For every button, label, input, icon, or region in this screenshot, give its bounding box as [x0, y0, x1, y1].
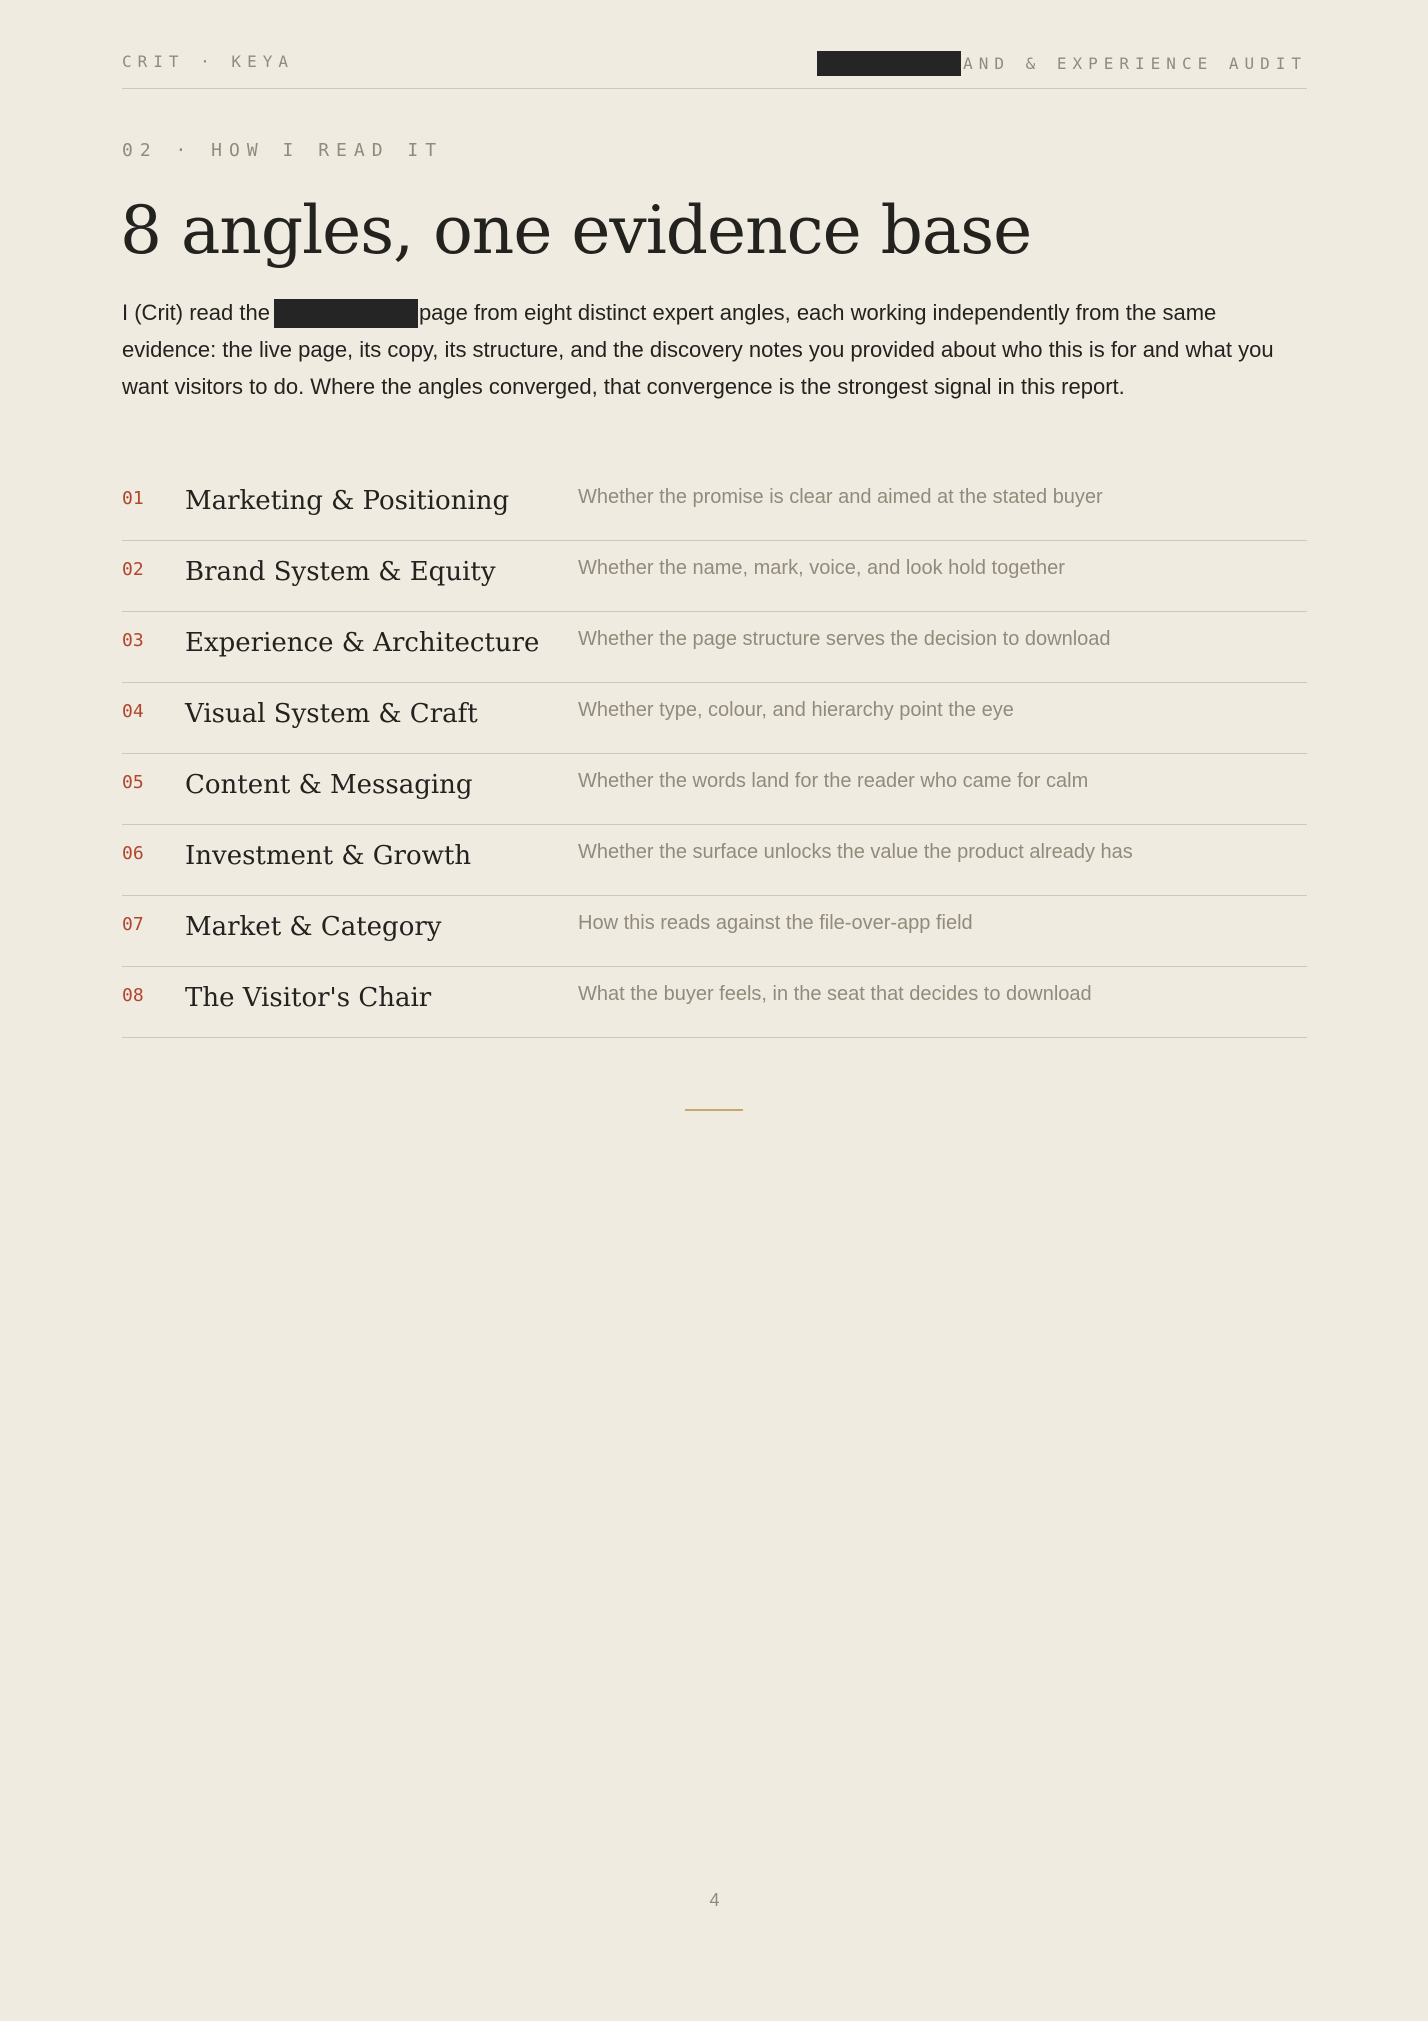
angle-name: Experience & Architecture	[185, 628, 540, 658]
angle-number: 04	[122, 701, 144, 722]
angle-description: Whether the promise is clear and aimed at the stated buyer	[578, 486, 1103, 508]
angle-description: Whether the words land for the reader who came for calm	[578, 770, 1089, 792]
page-number: 4	[709, 1890, 720, 1910]
section-divider	[685, 1109, 743, 1111]
angle-number: 07	[122, 914, 144, 935]
angle-description: Whether the page structure serves the decision to download	[578, 628, 1111, 650]
angle-number: 02	[122, 559, 144, 580]
angle-number: 08	[122, 985, 144, 1006]
section-kicker: 02 · HOW I READ IT	[122, 140, 444, 161]
page-title: 8 angles, one evidence base	[120, 192, 1032, 269]
angle-row	[122, 470, 1307, 541]
page-header	[122, 52, 1307, 89]
angle-number: 06	[122, 843, 144, 864]
intro-text-start: I (Crit) read the	[122, 300, 270, 325]
angle-row	[122, 541, 1307, 612]
angle-name: Brand System & Equity	[185, 557, 496, 587]
intro-text-end: page from eight distinct expert angles, each working independently from the same evidence: the live page, its copy, its structure, and the discovery notes you provided about who this is for and what you want visitors to do. Where the angles converged, that convergence is the strongest signal in this report.	[122, 300, 1274, 399]
angle-number: 05	[122, 772, 144, 793]
angles-list	[122, 470, 1307, 1038]
angle-name: Content & Messaging	[185, 770, 473, 800]
angle-number: 01	[122, 488, 144, 509]
angle-name: Investment & Growth	[185, 841, 472, 871]
angle-row	[122, 967, 1307, 1038]
audit-title	[817, 51, 1307, 76]
angle-description: Whether type, colour, and hierarchy point the eye	[578, 699, 1014, 721]
angle-row	[122, 612, 1307, 683]
angle-description: How this reads against the file-over-app field	[578, 912, 973, 934]
angle-row	[122, 896, 1307, 967]
angle-name: Market & Category	[185, 912, 442, 942]
redacted-text	[274, 299, 418, 328]
angle-description: Whether the name, mark, voice, and look hold together	[578, 557, 1065, 579]
angle-description: Whether the surface unlocks the value the product already has	[578, 841, 1133, 863]
angle-name: Marketing & Positioning	[185, 486, 510, 516]
angle-description: What the buyer feels, in the seat that decides to download	[578, 983, 1092, 1005]
brand-label: CRIT · KEYA	[122, 52, 294, 71]
angle-row	[122, 683, 1307, 754]
redacted-text	[817, 51, 961, 76]
intro-paragraph	[122, 294, 1307, 405]
audit-title-text: AND & EXPERIENCE AUDIT	[963, 54, 1307, 73]
angle-row	[122, 825, 1307, 896]
angle-name: The Visitor's Chair	[185, 983, 432, 1013]
angle-number: 03	[122, 630, 144, 651]
angle-row	[122, 754, 1307, 825]
angle-name: Visual System & Craft	[185, 699, 478, 729]
